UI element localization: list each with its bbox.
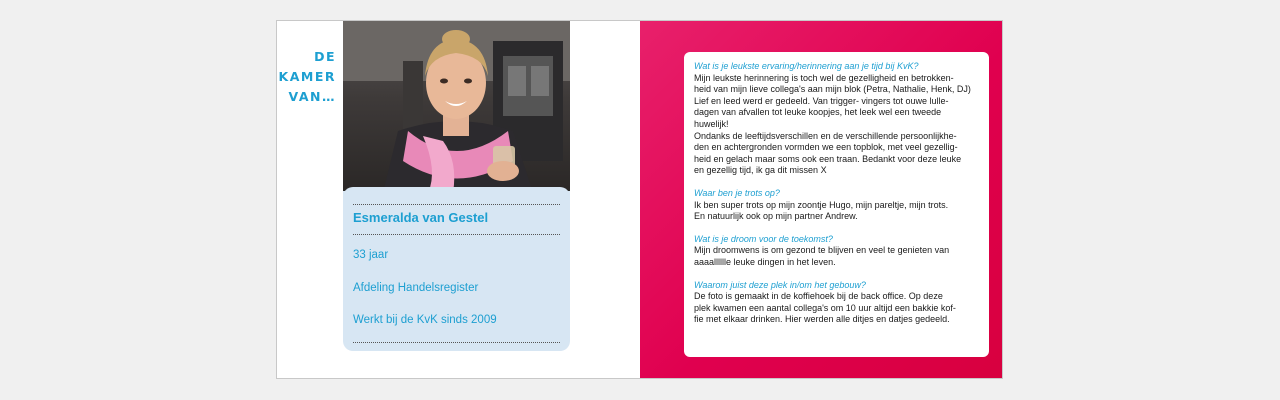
- portrait-illustration: [343, 21, 570, 193]
- qa-item: [694, 61, 979, 177]
- qa-item: [694, 234, 979, 269]
- divider: [353, 234, 560, 235]
- portrait-photo: [343, 21, 570, 193]
- profile-name: Esmeralda van Gestel: [353, 210, 489, 225]
- interview-card: [684, 52, 989, 357]
- qa-item: [694, 188, 979, 223]
- qa-answer: Mijn droomwens is om gezond te blijven en veel te genieten van aaaalllllle leuke dingen in het leven.: [694, 245, 950, 267]
- qa-answer: Mijn leukste herinnering is toch wel de gezelligheid en betrokken- heid van mijn lieve collega's aan mijn blok (Petra, Nathalie, Henk, DJ) Lief en leed werd er gedeeld. Van trigger- vingers tot ouwe lulle- dagen van afvallen tot leuke koopjes, het leek wel een tweede huwelijk! Ondanks de leeftijdsverschillen en de verschillende persoonlijkhe- den en achtergronden vormden we een topblok, met veel gezellig- heid en gelach maar soms ook een traan. Bedankt voor deze leuke en gezellig tijd, ik ga dit missen X: [694, 72, 971, 176]
- profile-tenure: Werkt bij de KvK sinds 2009: [353, 314, 497, 326]
- right-page: [640, 21, 1003, 378]
- left-page: [277, 21, 640, 378]
- heading-line-1: DE: [314, 49, 336, 64]
- qa-question: Waarom juist deze plek in/om het gebouw?: [694, 279, 866, 290]
- qa-question: Waar ben je trots op?: [694, 187, 780, 198]
- qa-question: Wat is je leukste ervaring/herinnering aan je tijd bij KvK?: [694, 61, 919, 71]
- divider: [353, 342, 560, 343]
- qa-answer: De foto is gemaakt in de koffiehoek bij de back office. Op deze plek kwamen een aantal collega's om 10 uur altijd een bakkie kof- fie met elkaar drinken. Hier werden alle ditjes en datjes gedeeld.: [694, 291, 956, 325]
- qa-answer: Ik ben super trots op mijn zoontje Hugo, mijn pareltje, mijn trots. En natuurlijk ook op mijn partner Andrew.: [694, 199, 949, 222]
- qa-question: Wat is je droom voor de toekomst?: [694, 233, 833, 244]
- profile-card: [343, 191, 570, 351]
- heading-line-2: KAMER: [278, 69, 336, 84]
- qa-item: [694, 280, 979, 326]
- divider: [353, 204, 560, 205]
- magazine-spread: [276, 20, 1003, 379]
- profile-department: Afdeling Handelsregister: [353, 282, 479, 294]
- section-heading: [276, 47, 336, 107]
- profile-card-top: [343, 187, 570, 203]
- heading-line-3: VAN…: [288, 89, 336, 104]
- profile-age: 33 jaar: [353, 249, 389, 261]
